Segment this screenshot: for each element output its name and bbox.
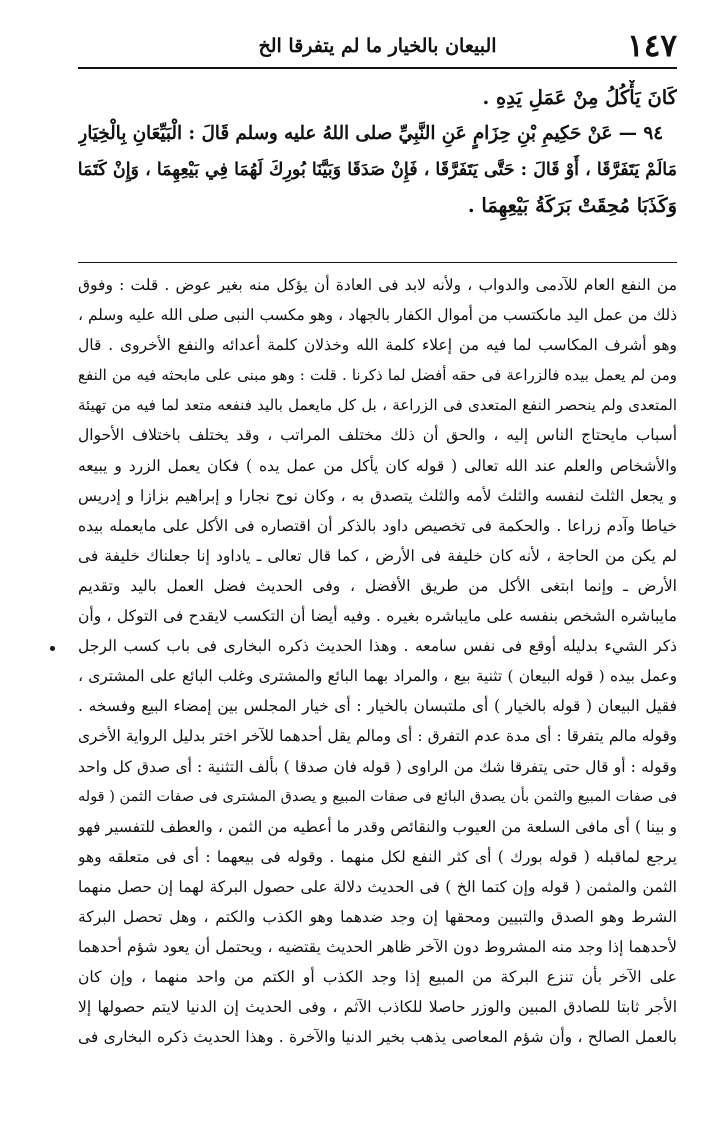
commentary-line: الثمن والمثمن ( قوله وإن كتما الخ ) فى الحديث دلالة على حصول البركة لهما إن حصل منهما bbox=[78, 877, 677, 896]
commentary-line: وهو أشرف المكاسب لما فيه من إعلاء كلمة الله وخذلان كلمة أعدائه والنفع الأخروى . قال bbox=[78, 336, 677, 355]
matn-line: كَانَ يَأْكُلُ مِنْ عَمَلِ يَدِهِ . bbox=[482, 86, 677, 109]
commentary-line: وعمل بيده ( قوله البيعان ) تثنية بيع ، والمراد بهما البائع والمشترى وغلب البائع على المشترى ، bbox=[78, 667, 677, 686]
commentary-line: ذلك من عمل اليد ماىكتسب من أموال الكفار بالجهاد ، وهو مكسب النبى صلى الله عليه وسلم ، bbox=[78, 306, 677, 325]
matn-line: مَالَمْ يَتَفَرَّقَا ، أَوْ قَالَ : حَتَّى يَتَفَرَّقَا ، فَإِنْ صَدَقَا وَبَيَّنَا بُورِكَ لَهُمَا فِي بَيْعِهِمَا ، وَإِنْ كَتَمَا bbox=[78, 160, 677, 180]
header-rule bbox=[78, 67, 677, 69]
commentary-line: الأجر ثابتا للصادق المبين والوزر حاصلا للكاذب الآثم ، وفى الحديث إن الدنيا لايتم حصولها إلا bbox=[78, 998, 677, 1017]
commentary-line: وقوله مالم يتفرقا : أى مدة عدم التفرق : أى ومالم يقل أحدهما للآخر اختر بدليل الرواية الأخرى bbox=[78, 727, 677, 746]
commentary-line: ومن لم يعمل بيده فالزراعة فى حقه أفضل لما ذكرنا . قلت : وهو مبنى على مابحثه فيه من النفع bbox=[78, 366, 677, 385]
commentary-line: وقوله : أو قال حتى يتفرقا شك من الراوى ( قوله فان صدقا ) بألف التثنية : أى صدق كل واحد bbox=[78, 757, 677, 776]
page-number: ١٤٧ bbox=[627, 28, 677, 64]
commentary-line: الأرض ـ وإنما ابتغى الأكل من طريق الأفضل ، وفى الحديث فضل العمل باليد وتقديم bbox=[78, 576, 677, 595]
margin-dot bbox=[50, 646, 55, 651]
commentary-line: مايباشره الشخص بنفسه على مايباشره بغيره . وفيه أيضا أن التكسب لايقدح فى التوكل ، وأن bbox=[78, 607, 677, 626]
matn-line: وَكَذَبَا مُحِقَتْ بَرَكَةُ بَيْعِهِمَا . bbox=[467, 194, 677, 217]
page-header bbox=[78, 26, 677, 66]
running-title: البيعان بالخيار ما لم يتفرقا الخ bbox=[258, 35, 497, 57]
commentary-line: من النفع العام للآدمى والدواب ، ولأنه لابد فى العادة أن يؤكل منه بغير عوض . قلت : وفوق bbox=[78, 276, 677, 294]
matn-line bbox=[78, 116, 677, 152]
hadith-text bbox=[78, 80, 677, 224]
commentary-line: ذكر الشيء بدليله أوقع فى نفس سامعه . وهذا الحديث ذكره البخارى فى باب كسب الرجل bbox=[78, 637, 677, 656]
commentary-line: على الآخر بأن تنزع البركة من المبيع إذا وجد الكذب أو الكتم من واحد منهما ، وإن كان bbox=[78, 968, 677, 987]
hadith-number: ٩٤ bbox=[643, 123, 663, 144]
commentary-line: و يجعل الثلث لنفسه والثلث لأمه والثلث يتصدق به ، وكان نوح نجارا و إبراهيم بزازا و إدريس bbox=[78, 486, 677, 505]
commentary-line: لأحدهما إذا وجد منه المشروط دون الآخر ظاهر الحديث يقتضيه ، ويحتمل أن يعود شؤم أحدهما bbox=[78, 938, 677, 957]
commentary-line: فقيل البيعان ( قوله بالخيار ) أى ملتبسان بالخيار : أى خيار المجلس بين إمضاء البيع وفسخه . bbox=[78, 697, 677, 716]
commentary-rule bbox=[78, 262, 677, 263]
commentary-line: يرجع لماقبله ( قوله بورك ) أى كثر النفع لكل منهما . وقوله فى بيعهما : أى فى متعلقه وهو bbox=[78, 847, 677, 866]
commentary-line: و بينا ) أى مافى السلعة من العيوب والنقائص وقدر ما أعطيه من الثمن ، والعطف للتفسير فهو bbox=[78, 817, 677, 836]
commentary-text bbox=[78, 270, 677, 1052]
commentary-line: فى صفات المبيع والثمن بأن يصدق البائع فى صفات المبيع و يصدق المشترى فى صفات الثمن ( قوله bbox=[78, 788, 677, 805]
commentary-line: أسباب مايحتاج الناس إليه ، والحق أن ذلك مختلف المراتب ، وقد يختلف باختلاف الأحوال bbox=[78, 426, 677, 445]
commentary-line: بالعمل الصالح ، وأن شؤم المعاصى يذهب بخير الدنيا والآخرة . وهذا الحديث ذكره البخارى فى bbox=[78, 1028, 677, 1047]
commentary-line: والأشخاص والعلم عند الله تعالى ( قوله كان يأكل من عمل يده ) فكان يعمل الزرد و يبيعه bbox=[78, 456, 677, 475]
commentary-line: لم يكن من الحاجة ، لأنه كان خليفة فى الأرض ، كما قال تعالى ـ ياداود إنا جعلناك خليفة فى bbox=[78, 546, 677, 565]
commentary-line: المتعدى ولم ينحصر النفع المتعدى فى الزراعة ، بل كل مايعمل باليد فنفعه متعد لما فيه من تهيئة bbox=[78, 396, 677, 415]
matn-line-text: — عَنْ حَكِيمِ بْنِ حِزَامٍ عَنِ النَّبِيِّ صلى اللهُ عليه وسلم قَالَ : الْبَيِّعَانِ بِالْخِيَارِ bbox=[78, 123, 638, 144]
commentary-line: الشرط وهو الصدق والتبيين ومحقها إن وجد ضدهما وهو الكذب والكتم ، وهل تحصل البركة bbox=[78, 907, 677, 926]
commentary-line: خياطا وآدم زراعا . والحكمة فى تخصيص داود بالذكر أن اقتصاره فى الأكل على مايعمله بيده bbox=[78, 516, 677, 535]
